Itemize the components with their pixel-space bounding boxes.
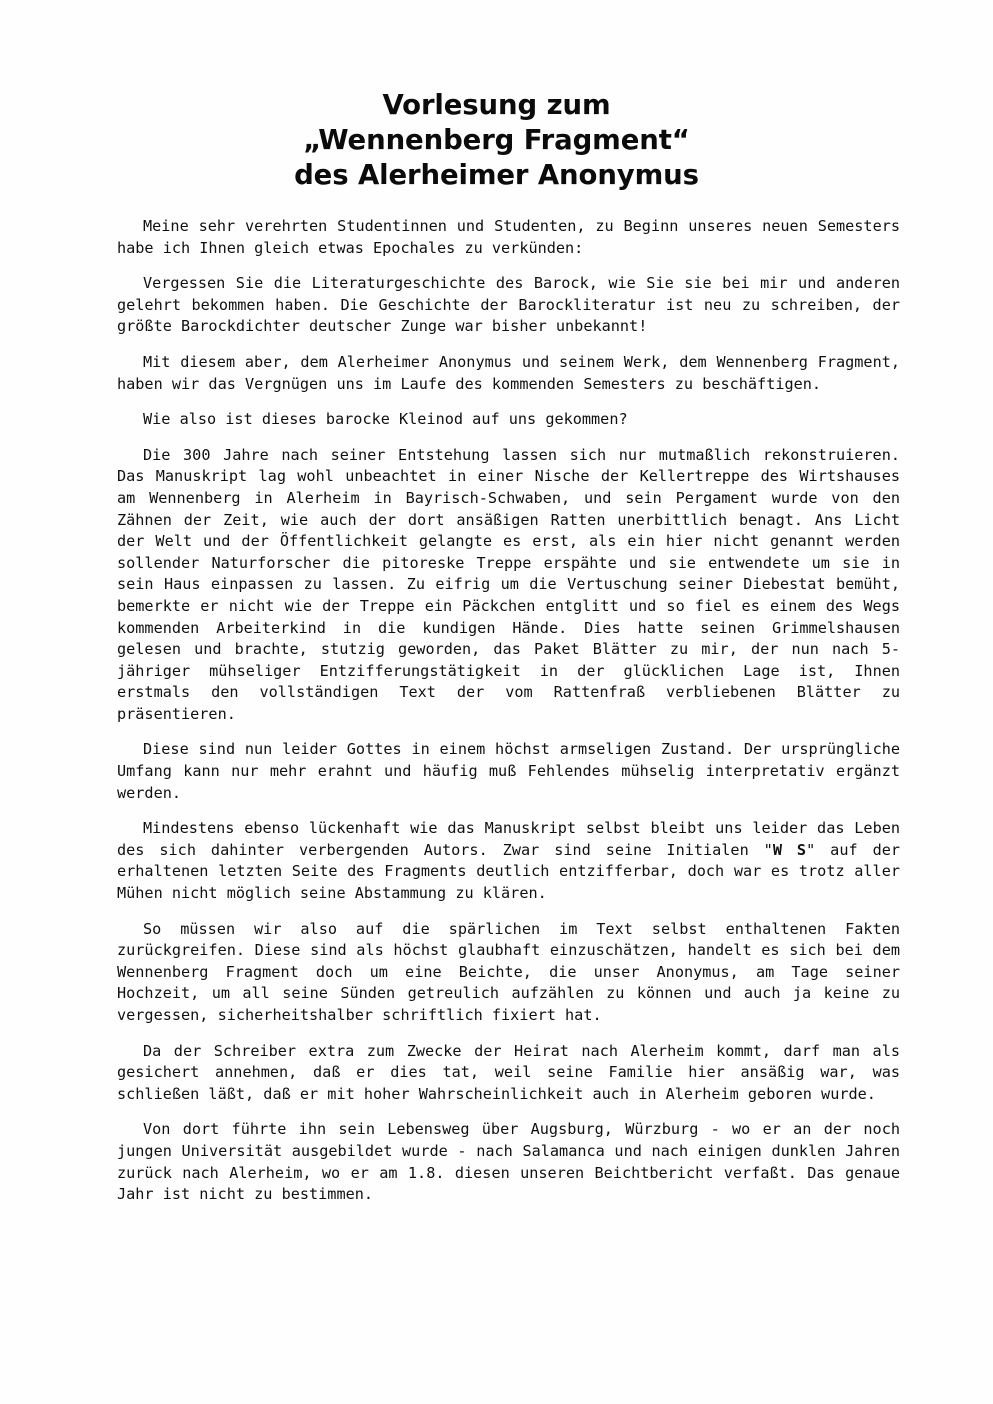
page-title [0, 0, 993, 193]
document-body [117, 193, 900, 1206]
paragraph: Wie also ist dieses barocke Kleinod auf uns gekommen? [143, 410, 628, 429]
page-title-line-3: des Alerheimer Anonymus [294, 159, 699, 191]
paragraph: Die 300 Jahre nach seiner Entstehung lassen sich nur mutmaßlich rekonstruieren. Das Manuskript lag wohl unbeachtet in einer Nische der Kellertreppe des Wirtshauses am Wennenberg in Alerheim in Bayrisch-Schwaben, und sein Pergament wurde von den Zähnen der Zeit, wie auch der dort ansäßigen Ratten unerbittlich benagt. Ans Licht der Welt und der Öffentlichkeit gelangte es erst, als ein hier nicht genannt werden sollender Naturforscher die pitoreske Treppe erspähte und sie entwendete um sie in sein Haus einpassen zu lassen. Zu eifrig um die Vertuschung seiner Diebestat bemüht, bemerkte er nicht wie der Treppe ein Päckchen entglitt und so fiel es einem des Wegs kommenden Arbeiterkind in die kundigen Hände. Dies hatte seinen Grimmelshausen gelesen und brachte, stutzig geworden, das Paket Blätter zu mir, der nun nach 5-jähriger mühseliger Entzifferungstätigkeit in der glücklichen Lage ist, Ihnen erstmals den vollständigen Text der vom Rattenfraß verbliebenen Blätter zu präsentieren. [117, 445, 900, 723]
page-title-line-1: Vorlesung zum [382, 89, 611, 121]
author-initials: W S [772, 840, 807, 859]
paragraph: Von dort führte ihn sein Lebensweg über Augsburg, Würzburg - wo er an der noch jungen Universität ausgebildet wurde - nach Salamanca und nach einigen dunklen Jahren zurück nach Alerheim, wo er am 1.8. diesen unseren Beichtbericht verfaßt. Das genaue Jahr ist nicht zu bestimmen. [117, 1120, 900, 1204]
paragraph: Diese sind nun leider Gottes in einem höchst armseligen Zustand. Der ursprüngliche Umfang kann nur mehr erahnt und häufig muß Fehlendes mühselig interpretativ ergänzt werden. [117, 740, 900, 802]
paragraph-with-initials: Mindestens ebenso lückenhaft wie das Manuskript selbst bleibt uns leider das Leben des sich dahinter verbergenden Autors. Zwar sind seine Initialen "W S" auf der erhaltenen letzten Seite des Fragments deutlich entzifferbar, doch war es trotz aller Mühen nicht möglich seine Abstammung zu klären. [117, 819, 901, 903]
paragraph: Mit diesem aber, dem Alerheimer Anonymus und seinem Werk, dem Wennenberg Fragment, haben wir das Vergnügen uns im Laufe des kommenden Semesters zu beschäftigen. [117, 352, 900, 393]
page-title-line-2: „Wennenberg Fragment“ [303, 124, 690, 156]
paragraph: Vergessen Sie die Literaturgeschichte des Barock, wie Sie sie bei mir und anderen gelehrt bekommen haben. Die Geschichte der Barockliteratur ist neu zu schreiben, der größte Barockdichter deutscher Zunge war bisher unbekannt! [117, 274, 900, 336]
paragraph: So müssen wir also auf die spärlichen im Text selbst enthaltenen Fakten zurückgreifen. Diese sind als höchst glaubhaft einzuschätzen, handelt es sich bei dem Wennenberg Fragment doch um eine Beichte, die unser Anonymus, am Tage seiner Hochzeit, um all seine Sünden getreulich aufzählen zu können und auch ja keine zu vergessen, sicherheitshalber schriftlich fixiert hat. [117, 919, 900, 1024]
paragraph: Da der Schreiber extra zum Zwecke der Heirat nach Alerheim kommt, darf man als gesichert annehmen, daß er dies tat, weil seine Familie hier ansäßig war, was schließen läßt, daß er mit hoher Wahrscheinlichkeit auch in Alerheim geboren wurde. [117, 1041, 900, 1103]
paragraph: Meine sehr verehrten Studentinnen und Studenten, zu Beginn unseres neuen Semesters habe ich Ihnen gleich etwas Epochales zu verkünden: [117, 217, 900, 257]
